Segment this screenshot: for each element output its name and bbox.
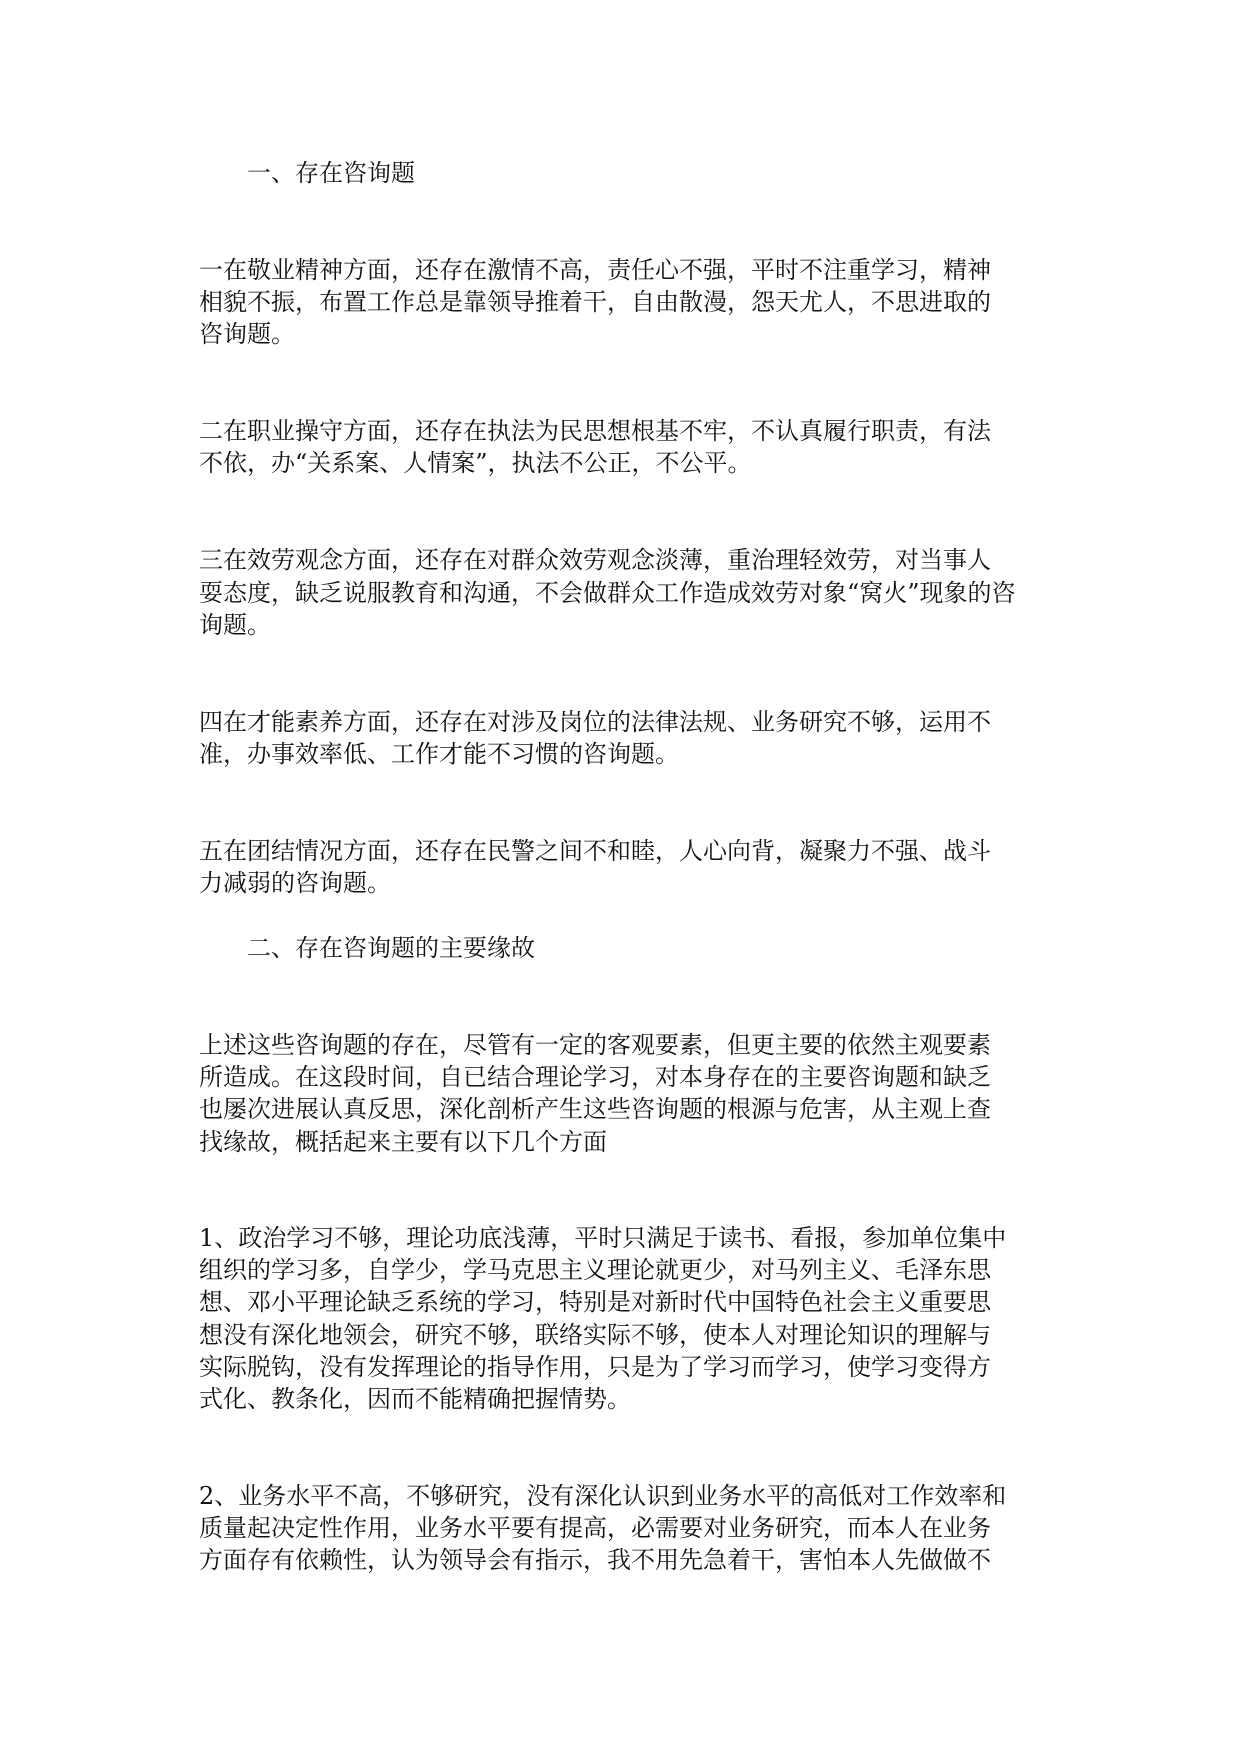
paragraph-line: 实际脱钩，没有发挥理论的指导作用，只是为了学习而学习，使学习变得方 (199, 1353, 991, 1381)
paragraph-line: 想、邓小平理论缺乏系统的学习，特别是对新时代中国特色社会主义重要思 (199, 1288, 991, 1316)
paragraph-line: 咨询题。 (199, 320, 295, 348)
paragraph-line: 所造成。在这段时间，自已结合理论学习，对本身存在的主要咨询题和缺乏 (199, 1063, 991, 1091)
paragraph-line: 不依，办“关系案、人情案”，执法不公正，不公平。 (199, 449, 752, 477)
paragraph-line: 想没有深化地领会，研究不够，联络实际不够，使本人对理论知识的理解与 (199, 1321, 991, 1349)
paragraph-line: 三在效劳观念方面，还存在对群众效劳观念淡薄，重治理轻效劳，对当事人 (199, 546, 991, 574)
paragraph-line: 方面存有依赖性，认为领导会有指示，我不用先急着干，害怕本人先做做不 (199, 1546, 991, 1574)
paragraph-line: 质量起决定性作用，业务水平要有提高，必需要对业务研究，而本人在业务 (199, 1514, 991, 1542)
paragraph-line: 1、政治学习不够，理论功底浅薄，平时只满足于读书、看报，参加单位集中 (199, 1224, 1007, 1252)
paragraph-line: 2、业务水平不高，不够研究，没有深化认识到业务水平的高低对工作效率和 (199, 1482, 1007, 1510)
paragraph-line: 二在职业操守方面，还存在执法为民思想根基不牢，不认真履行职责，有法 (199, 417, 991, 445)
paragraph-line: 准，办事效率低、工作才能不习惯的咨询题。 (199, 740, 679, 768)
paragraph-line: 四在才能素养方面，还存在对涉及岗位的法律法规、业务研究不够，运用不 (199, 708, 991, 736)
paragraph-line: 询题。 (199, 611, 271, 639)
paragraph-line: 力减弱的咨询题。 (199, 869, 391, 897)
paragraph-line: 上述这些咨询题的存在，尽管有一定的客观要素，但更主要的依然主观要素 (199, 1031, 991, 1059)
paragraph-line: 式化、教条化，因而不能精确把握情势。 (199, 1385, 631, 1413)
paragraph-line: 一在敬业精神方面，还存在激情不高，责任心不强，平时不注重学习，精神 (199, 256, 991, 284)
section-heading-1: 一、存在咨询题 (247, 159, 415, 187)
paragraph-line: 也屡次进展认真反思，深化剖析产生这些咨询题的根源与危害，从主观上查 (199, 1095, 991, 1123)
paragraph-line: 相貌不振，布置工作总是靠领导推着干，自由散漫，怨天尤人，不思进取的 (199, 288, 991, 316)
paragraph-line: 组织的学习多，自学少，学马克思主义理论就更少，对马列主义、毛泽东思 (199, 1256, 991, 1284)
paragraph-line: 耍态度，缺乏说服教育和沟通，不会做群众工作造成效劳对象“窝火”现象的咨 (199, 579, 1016, 607)
paragraph-line: 五在团结情况方面，还存在民警之间不和睦，人心向背，凝聚力不强、战斗 (199, 837, 991, 865)
section-heading-2: 二、存在咨询题的主要缘故 (247, 934, 535, 962)
paragraph-line: 找缘故，概括起来主要有以下几个方面 (199, 1128, 607, 1156)
